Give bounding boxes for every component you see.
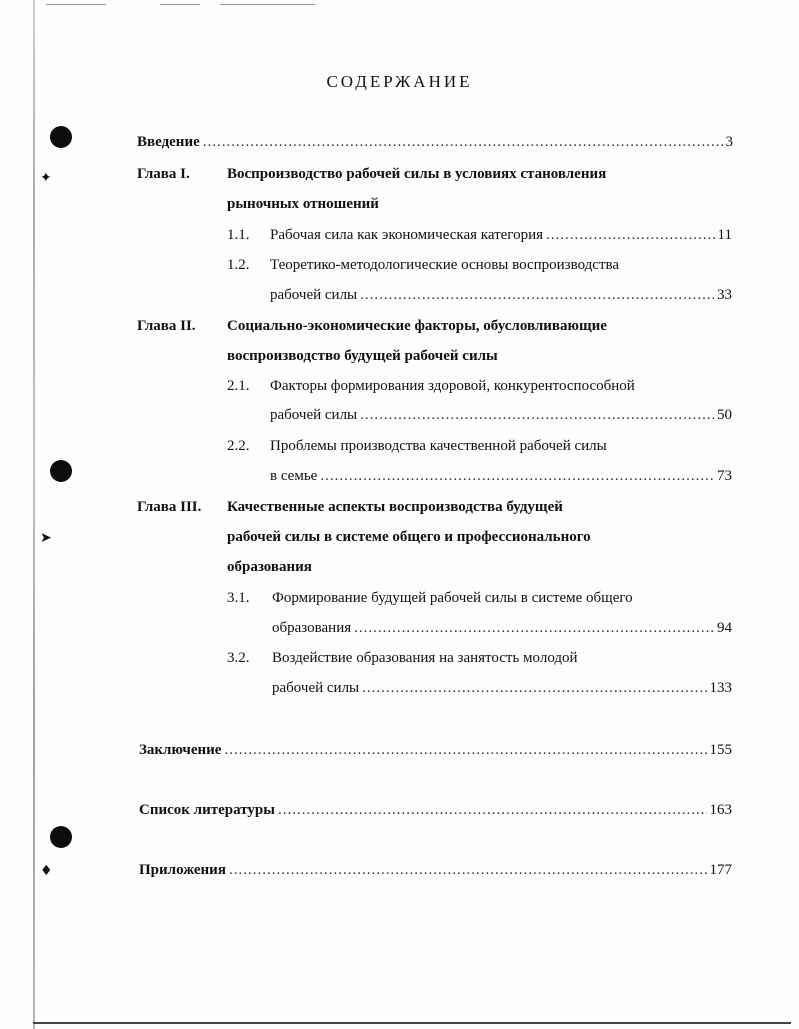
toc-entry-section[interactable]: [272, 680, 732, 702]
toc-entry-label: Заключение: [139, 742, 222, 758]
punch-hole-icon: [50, 460, 72, 482]
toc-entry-appendix[interactable]: [139, 862, 732, 884]
chapter-title[interactable]: воспроизводство будущей рабочей силы: [227, 348, 498, 364]
dot-leader: [320, 468, 714, 485]
chapter-title[interactable]: рыночных отношений: [227, 196, 379, 212]
toc-entry-label[interactable]: Теоретико-методологические основы воспроизводства: [270, 257, 620, 273]
chapter-title[interactable]: рабочей силы в системе общего и профессионального: [227, 529, 591, 545]
toc-entry-label[interactable]: Факторы формирования здоровой, конкурентоспособной: [270, 378, 635, 394]
toc-entry-label: рабочей силы: [270, 407, 358, 423]
punch-hole-icon: [50, 126, 72, 148]
dot-leader: [203, 134, 723, 151]
dot-leader: [354, 620, 714, 637]
toc-entry-section[interactable]: [270, 468, 732, 490]
toc-page-number: 11: [717, 227, 732, 243]
section-number: 2.1.: [227, 378, 250, 394]
toc-entry-label[interactable]: Проблемы производства качественной рабочей силы: [270, 438, 607, 454]
scan-artifact-line: [160, 4, 200, 5]
binding-mark-icon: ✦: [40, 170, 52, 186]
toc-entry-label[interactable]: Воздействие образования на занятость молодой: [272, 650, 578, 666]
dot-leader: [360, 407, 714, 424]
chapter-title[interactable]: образования: [227, 559, 312, 575]
toc-entry-section[interactable]: [270, 407, 732, 429]
chapter-label: Глава III.: [137, 499, 202, 515]
toc-entry-label: в семье: [270, 468, 318, 484]
toc-page-number: 33: [717, 287, 732, 303]
toc-entry-label: Список литературы: [139, 802, 275, 818]
toc-entry-conclusion[interactable]: [139, 742, 732, 764]
section-number: 2.2.: [227, 438, 250, 454]
section-number: 1.1.: [227, 227, 250, 243]
section-number: 1.2.: [227, 257, 250, 273]
scan-artifact-line: [46, 4, 106, 5]
toc-page-number: 155: [709, 742, 732, 758]
toc-page-number: 50: [717, 407, 732, 423]
chapter-label: Глава II.: [137, 318, 196, 334]
punch-hole-icon: [50, 826, 72, 848]
toc-page-number: 177: [709, 862, 732, 878]
toc-entry-label[interactable]: Формирование будущей рабочей силы в системе общего: [272, 590, 633, 606]
dot-leader: [224, 742, 706, 759]
section-number: 3.1.: [227, 590, 250, 606]
chapter-label: Глава I.: [137, 166, 190, 182]
dot-leader: [229, 862, 707, 879]
binding-mark-icon: ♦: [40, 863, 53, 879]
section-number: 3.2.: [227, 650, 250, 666]
toc-entry-label: Приложения: [139, 862, 226, 878]
toc-page-number: 163: [709, 802, 732, 818]
dot-leader: [546, 227, 715, 244]
toc-page-number: 94: [717, 620, 732, 636]
dot-leader: [360, 287, 714, 304]
chapter-title[interactable]: Социально-экономические факторы, обусловливающие: [227, 318, 607, 334]
toc-entry-label: рабочей силы: [270, 287, 358, 303]
toc-entry-references[interactable]: [139, 802, 732, 824]
toc-page-number: 73: [717, 468, 732, 484]
chapter-title[interactable]: Качественные аспекты воспроизводства будущей: [227, 499, 563, 515]
toc-entry-section[interactable]: [270, 227, 732, 249]
toc-entry-label: Рабочая сила как экономическая категория: [270, 227, 544, 243]
toc-entry-intro[interactable]: [137, 134, 733, 156]
page-bottom-edge: [33, 1022, 791, 1024]
dot-leader: [278, 802, 707, 819]
page-left-edge: [33, 0, 35, 1029]
toc-entry-section[interactable]: [272, 620, 732, 642]
chapter-title[interactable]: Воспроизводство рабочей силы в условиях становления: [227, 166, 607, 182]
binding-mark-icon: ➤: [40, 530, 52, 546]
toc-page-number: 133: [709, 680, 732, 696]
scan-artifact-line: [220, 4, 315, 5]
toc-entry-label: образования: [272, 620, 352, 636]
toc-entry-label: рабочей силы: [272, 680, 360, 696]
page-title: СОДЕРЖАНИЕ: [326, 72, 473, 91]
toc-page-number: 3: [725, 134, 733, 150]
dot-leader: [362, 680, 706, 697]
toc-entry-label: Введение: [137, 134, 200, 150]
toc-entry-section[interactable]: [270, 287, 732, 309]
